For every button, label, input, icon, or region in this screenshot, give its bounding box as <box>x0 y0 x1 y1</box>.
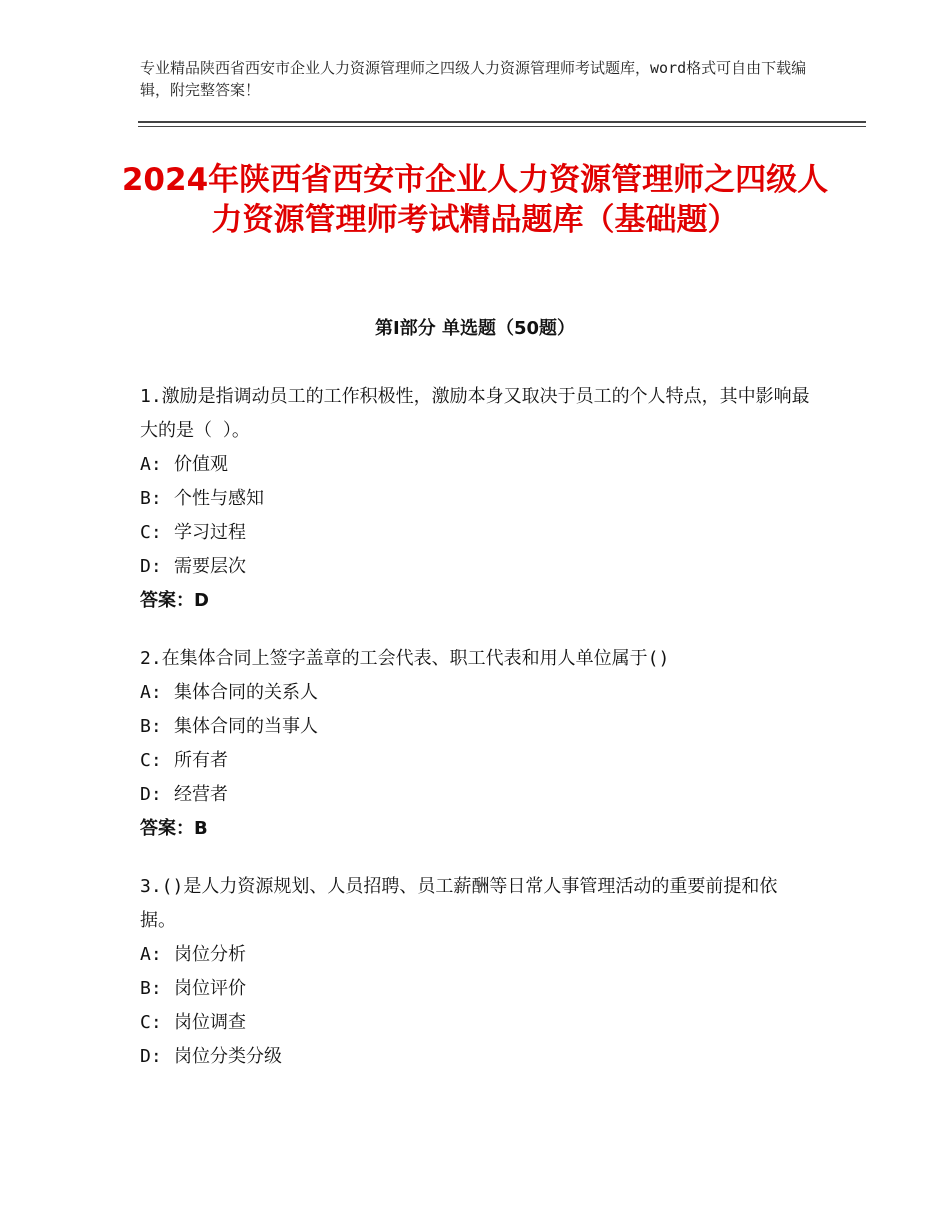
option-c <box>140 1006 810 1040</box>
option-letter: D: <box>140 784 162 805</box>
question-1 <box>140 380 810 618</box>
header-note: 专业精品陕西省西安市企业人力资源管理师之四级人力资源管理师考试题库，word格式可自由下载编辑，附完整答案！ <box>140 59 807 99</box>
option-letter: D: <box>140 556 162 577</box>
question-3 <box>140 870 810 1074</box>
option-text: 岗位调查 <box>174 1012 246 1033</box>
option-c <box>140 516 810 550</box>
option-text: 岗位评价 <box>174 978 246 999</box>
option-text: 经营者 <box>174 784 228 805</box>
option-text: 个性与感知 <box>174 488 264 509</box>
question-stem: 2.在集体合同上签字盖章的工会代表、职工代表和用人单位属于() <box>140 648 670 669</box>
option-text: 所有者 <box>174 750 228 771</box>
option-letter: A: <box>140 944 162 965</box>
option-letter: B: <box>140 488 162 509</box>
option-d <box>140 778 810 812</box>
option-letter: A: <box>140 454 162 475</box>
option-d <box>140 1040 810 1074</box>
option-letter: B: <box>140 978 162 999</box>
document-title: 2024年陕西省西安市企业人力资源管理师之四级人力资源管理师考试精品题库（基础题） <box>121 162 829 238</box>
question-stem: 1.激励是指调动员工的工作积极性，激励本身又取决于员工的个人特点，其中影响最大的是（ ）。 <box>140 386 810 441</box>
option-b <box>140 482 810 516</box>
option-text: 集体合同的当事人 <box>174 716 318 737</box>
option-text: 岗位分类分级 <box>174 1046 282 1067</box>
header-divider <box>138 121 866 123</box>
option-b <box>140 972 810 1006</box>
option-a <box>140 938 810 972</box>
option-b <box>140 710 810 744</box>
option-text: 学习过程 <box>174 522 246 543</box>
section-title: 第Ⅰ部分 单选题（50题） <box>374 318 575 339</box>
option-letter: B: <box>140 716 162 737</box>
option-letter: C: <box>140 750 162 771</box>
option-c <box>140 744 810 778</box>
option-letter: A: <box>140 682 162 703</box>
option-a <box>140 448 810 482</box>
option-letter: D: <box>140 1046 162 1067</box>
option-text: 集体合同的关系人 <box>174 682 318 703</box>
answer-line: 答案：D <box>140 590 209 611</box>
answer-line: 答案：B <box>140 818 208 839</box>
option-letter: C: <box>140 1012 162 1033</box>
question-2 <box>140 642 810 846</box>
option-text: 岗位分析 <box>174 944 246 965</box>
option-text: 价值观 <box>174 454 228 475</box>
question-stem: 3.()是人力资源规划、人员招聘、员工薪酬等日常人事管理活动的重要前提和依据。 <box>140 876 778 931</box>
option-text: 需要层次 <box>174 556 246 577</box>
option-d <box>140 550 810 584</box>
option-a <box>140 676 810 710</box>
header-divider-thin <box>138 126 866 127</box>
question-list <box>140 380 810 1098</box>
option-letter: C: <box>140 522 162 543</box>
